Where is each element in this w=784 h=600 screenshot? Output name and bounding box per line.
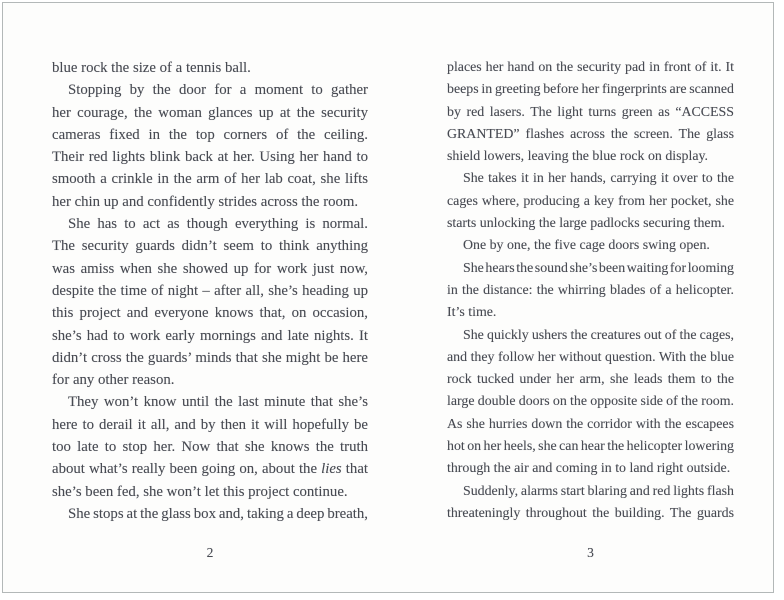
- text-line: One by one, the five cage doors swing open.: [463, 238, 710, 254]
- left-page: [52, 57, 369, 560]
- text-line: places her hand on the security pad in front of it. It: [447, 60, 734, 75]
- left-page-number: 2: [206, 545, 214, 560]
- text-line: too late to stop her. Now that she knows the truth: [52, 439, 368, 456]
- text-line: She has to act as though everything is normal.: [68, 216, 368, 233]
- text-line: The security guards didn’t seem to think anything: [52, 238, 368, 255]
- text-line: her courage, the woman glances up at the security: [52, 104, 368, 121]
- text-line: for any other reason.: [52, 372, 175, 389]
- right-page-text: [447, 57, 734, 525]
- text-line: Their red lights blink back at her. Using her hand to: [52, 149, 368, 166]
- text-line: didn’t cross the guards’ minds that she might be here: [52, 349, 368, 366]
- text-line: smooth a crinkle in the arm of her lab coat, she lifts: [52, 171, 368, 188]
- text-line: in the distance: the whirring blades of a helicopter.: [447, 282, 734, 298]
- text-line: cameras fixed in the top corners of the ceiling.: [52, 126, 368, 143]
- text-line: threateningly throughout the building. The guards: [447, 505, 734, 521]
- right-page-number: 3: [587, 545, 594, 560]
- text-line: she’s had to work early mornings and late nights. It: [52, 327, 368, 344]
- text-line: Stopping by the door for a moment to gather: [68, 82, 368, 99]
- text-line: despite the time of night – after all, she’s heading up: [52, 282, 368, 299]
- text-line: She stops at the glass box and, taking a deep breath,: [68, 505, 369, 522]
- text-line: this project and everyone knows that, on occasion,: [52, 305, 368, 322]
- text-line: They won’t know until the last minute that she’s: [68, 394, 368, 411]
- text-line: rock tucked under her arm, she leads them to the: [447, 372, 734, 388]
- text-line: As she hurries down the corridor with the escapees: [447, 416, 734, 432]
- text-line: blue rock the size of a tennis ball.: [52, 60, 251, 76]
- text-line: Suddenly, alarms start blaring and red lights flash: [463, 483, 734, 499]
- text-line: was amiss when she showed up for work just now,: [52, 260, 368, 277]
- text-line: through the air and coming in to land right outside.: [447, 461, 731, 477]
- text-line: She quickly ushers the creatures out of the cages,: [463, 327, 734, 343]
- text-line: she’s been fed, she won’t let this project continue.: [52, 483, 348, 500]
- text-line: GRANTED” flashes across the screen. The glass: [447, 126, 734, 142]
- text-line: about what’s really been going on, about the lies that: [52, 461, 368, 478]
- left-page-text: [52, 57, 368, 525]
- right-page: [447, 57, 734, 560]
- text-line: hot on her heels, she can hear the helicopter lowering: [447, 439, 734, 455]
- text-line: starts unlocking the large padlocks securing them.: [447, 216, 725, 232]
- text-line: She hears the sound she’s been waiting for looming: [463, 260, 734, 276]
- text-line: cages where, producing a key from her pocket, she: [447, 193, 734, 209]
- text-line: beeps in greeting before her fingerprints are scanned: [447, 82, 734, 98]
- text-line: and they follow her without question. With the blue: [447, 349, 734, 365]
- text-line: here to derail it all, and by then it will hopefully be: [52, 416, 368, 433]
- text-line: her chin up and confidently strides across the room.: [52, 193, 359, 210]
- text-line: It’s time.: [447, 305, 497, 321]
- text-line: She takes it in her hands, carrying it over to the: [463, 171, 734, 187]
- text-line: shield lowers, leaving the blue rock on display.: [447, 149, 709, 165]
- text-line: by red lasers. The light turns green as “ACCESS: [447, 104, 734, 120]
- text-line: large double doors on the opposite side of the room.: [447, 394, 734, 410]
